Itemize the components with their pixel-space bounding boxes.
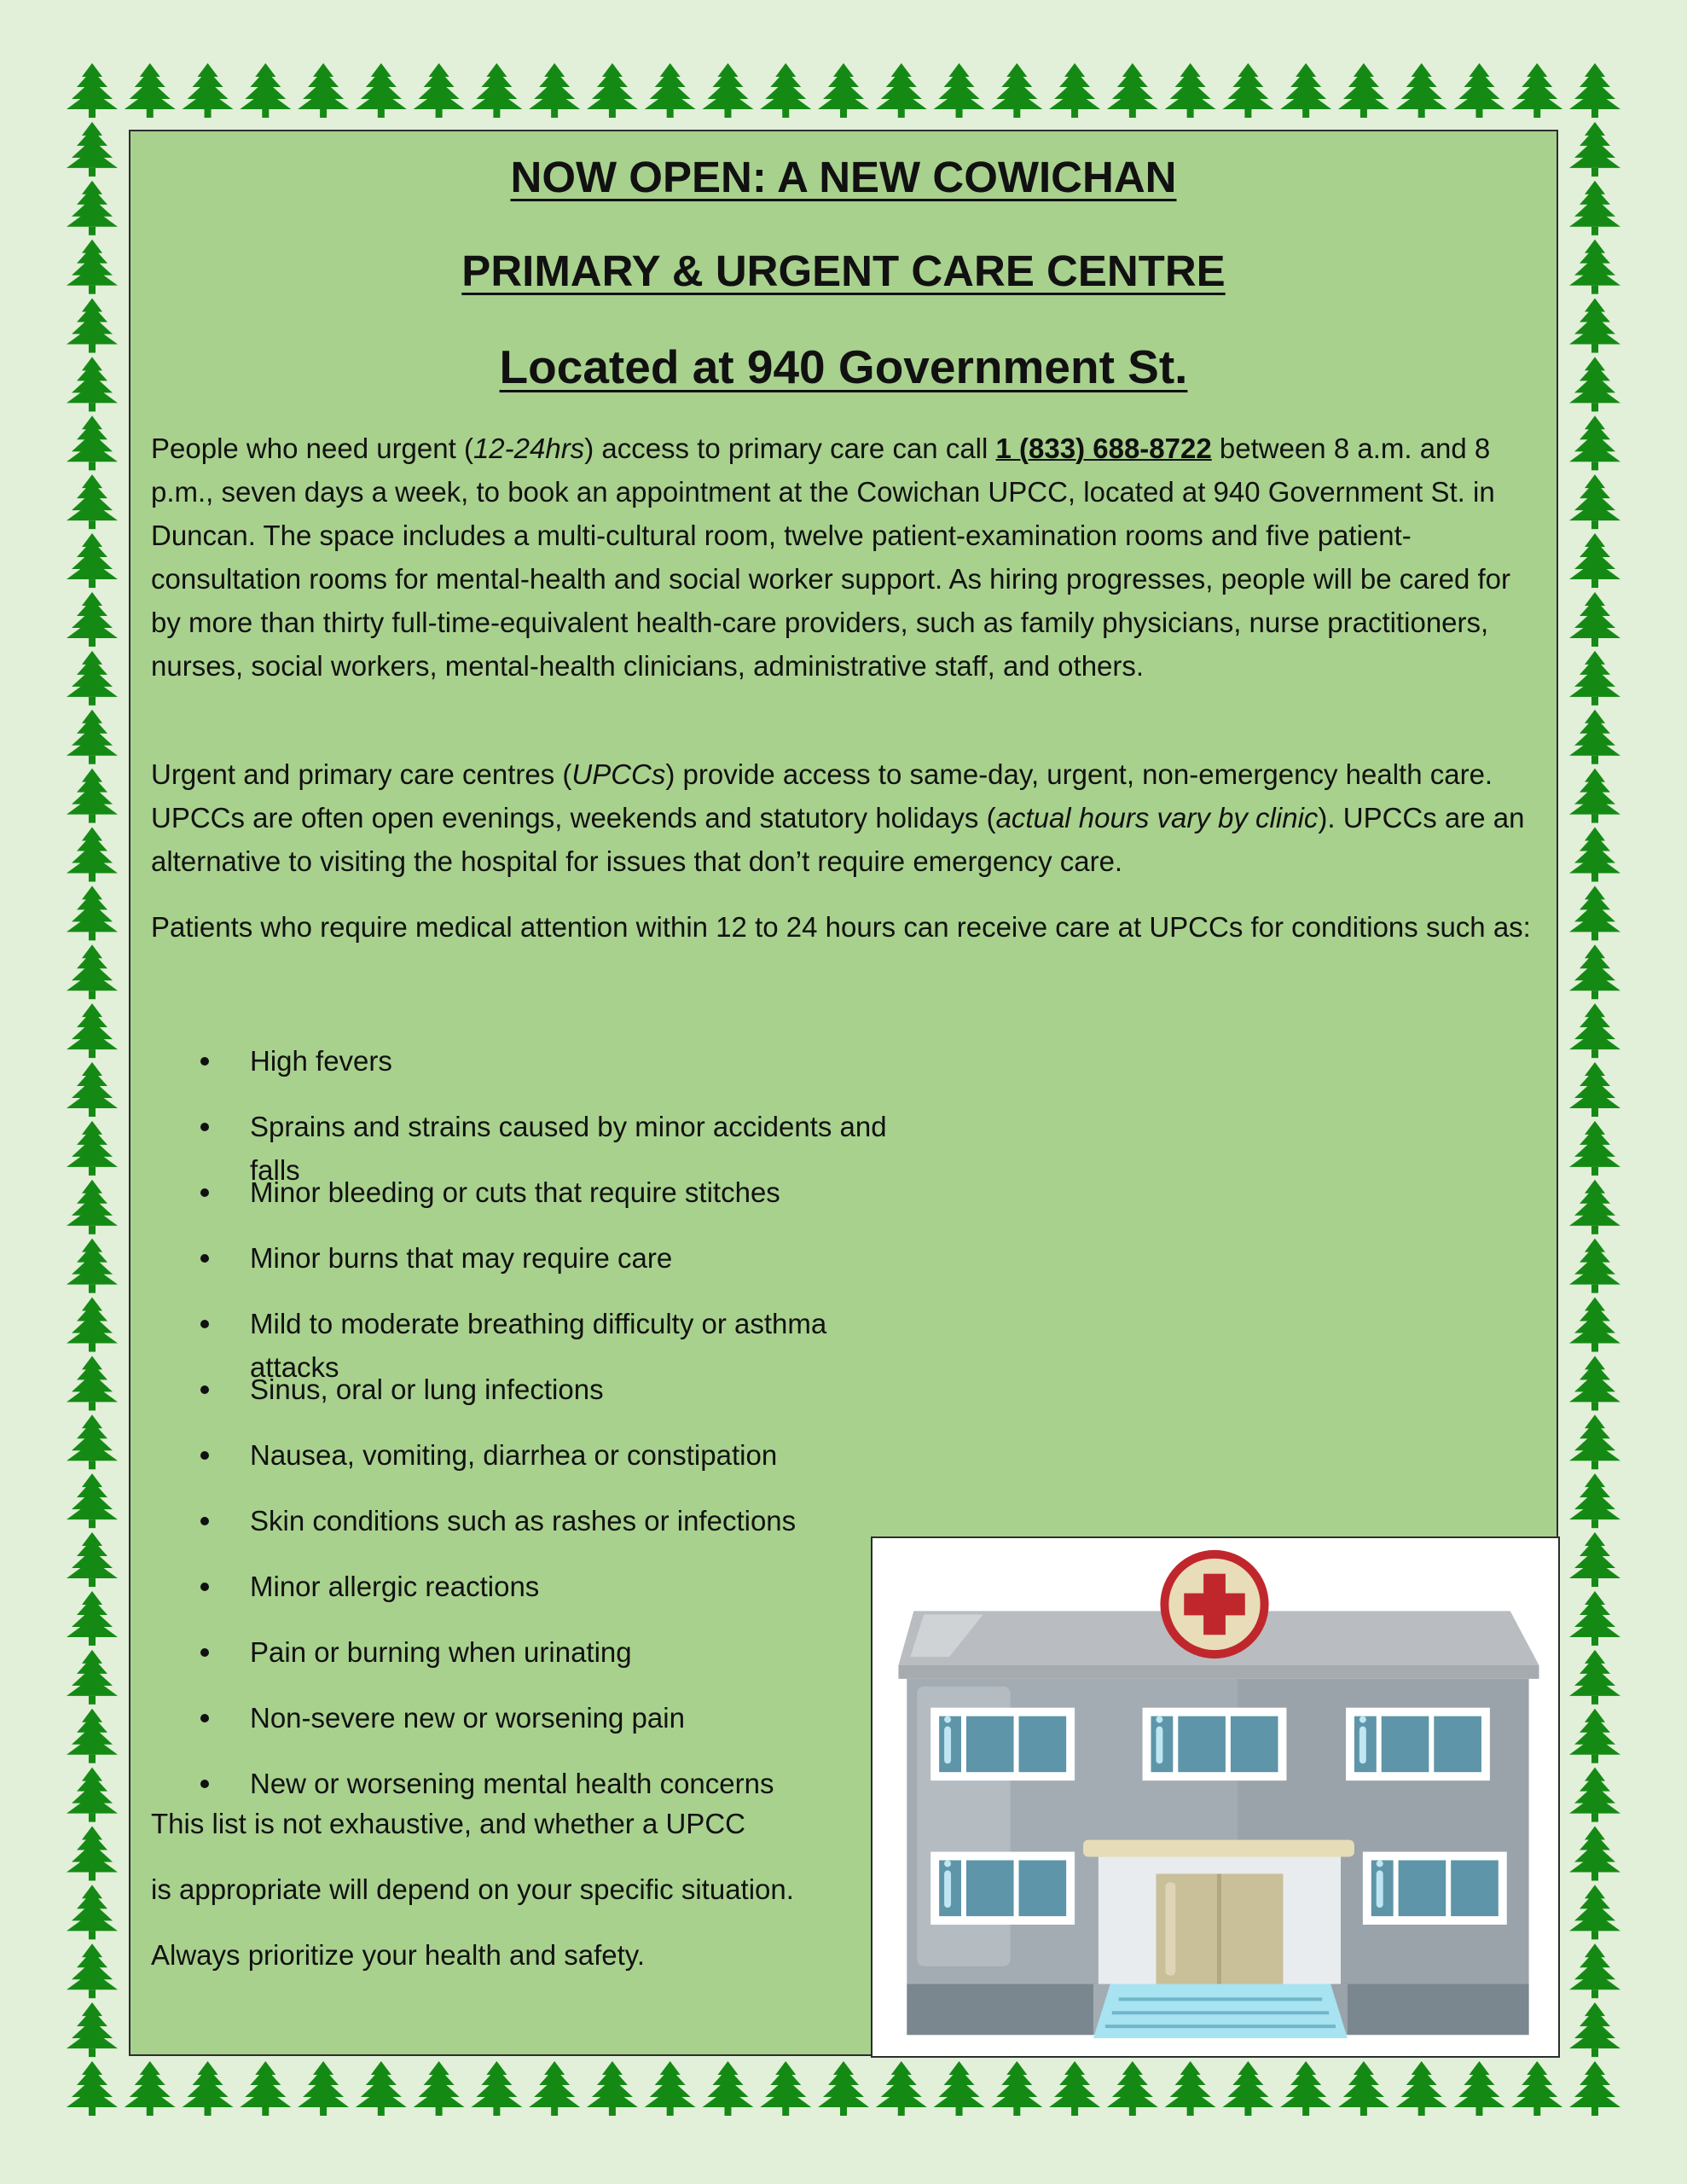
- tree-icon: [67, 415, 118, 470]
- tree-icon: [760, 63, 811, 118]
- about-text-2: ) provide access to same-day, urgent, non-emergency health care. UPCCs are often open evenings, weekends and statutory holidays (: [151, 758, 1493, 834]
- tree-icon: [934, 63, 985, 118]
- tree-icon: [67, 1532, 118, 1587]
- tree-icon: [1569, 415, 1620, 470]
- tree-icon: [1569, 1180, 1620, 1234]
- tree-icon: [1569, 1239, 1620, 1293]
- tree-icon: [67, 1826, 118, 1880]
- tree-icon: [1569, 1298, 1620, 1352]
- list-item: [151, 1433, 919, 1499]
- tree-icon: [1569, 2002, 1620, 2057]
- flyer-panel: [129, 130, 1558, 2056]
- hospital-building-icon: [872, 1538, 1558, 2056]
- headline-care-centre: PRIMARY & URGENT CARE CENTRE: [461, 247, 1226, 295]
- tree-icon: [1569, 1943, 1620, 1998]
- tree-icon: [67, 1180, 118, 1234]
- hours-vary-note: actual hours vary by clinic: [995, 802, 1319, 834]
- list-item: [151, 1236, 919, 1302]
- tree-icon: [67, 533, 118, 588]
- conditions-list: [151, 1039, 919, 1827]
- tree-icon: [67, 1591, 118, 1646]
- condition-text: Pain or burning when urinating: [250, 1636, 632, 1668]
- tree-icon: [67, 1239, 118, 1293]
- tree-icon: [645, 2061, 696, 2116]
- tree-icon: [183, 2061, 234, 2116]
- tree-icon: [1165, 2061, 1216, 2116]
- tree-icon: [1569, 533, 1620, 588]
- tree-icon: [702, 63, 753, 118]
- tree-icon: [67, 886, 118, 940]
- tree-icon: [67, 1768, 118, 1822]
- list-item: [151, 1499, 919, 1565]
- intro-text-1: People who need urgent (: [151, 433, 473, 464]
- tree-icon: [529, 2061, 580, 2116]
- tree-icon: [1569, 886, 1620, 940]
- tree-icon: [1280, 2061, 1331, 2116]
- tree-icon: [67, 1473, 118, 1528]
- about-text-1: Urgent and primary care centres (: [151, 758, 572, 790]
- tree-icon: [67, 2061, 118, 2116]
- tree-icon: [1569, 1532, 1620, 1587]
- bullet-icon: [200, 1188, 209, 1197]
- tree-icon: [1569, 1121, 1620, 1176]
- condition-text: Minor bleeding or cuts that require stitches: [250, 1176, 780, 1208]
- closing-line-2: is appropriate will depend on your specific situation.: [151, 1873, 794, 1905]
- tree-icon: [760, 2061, 811, 2116]
- intro-text-3: between 8 a.m. and 8 p.m., seven days a week, to book an appointment at the Cowichan UPCC, located at 940 Government St. in Duncan. The space includes a multi-cultural room, twelve patient-examination rooms and five patient-consultation rooms for mental-health and social worker support. As hiring progresses, people will be cared for by more than thirty full-time-equivalent health-care providers, such as family physicians, nurse practitioners, nurses, social workers, mental-health clinicians, administrative staff, and others.: [151, 433, 1510, 682]
- about-text-3: ). UPCCs are an alternative to visiting the hospital for issues that don’t require emergency care.: [151, 802, 1525, 877]
- tree-icon: [67, 651, 118, 706]
- list-item: [151, 1170, 919, 1236]
- condition-text: High fevers: [250, 1045, 392, 1077]
- tree-icon: [414, 63, 465, 118]
- condition-text: Sprains and strains caused by minor accidents and falls: [250, 1111, 887, 1186]
- tree-icon: [67, 1885, 118, 1939]
- bullet-icon: [200, 1648, 209, 1657]
- tree-icon: [1396, 2061, 1447, 2116]
- tree-icon: [934, 2061, 985, 2116]
- tree-icon: [67, 357, 118, 411]
- tree-icon: [298, 2061, 349, 2116]
- tree-icon: [471, 2061, 522, 2116]
- condition-text: Sinus, oral or lung infections: [250, 1374, 604, 1405]
- tree-icon: [1107, 63, 1158, 118]
- tree-icon: [1049, 63, 1100, 118]
- tree-icon: [1107, 2061, 1158, 2116]
- tree-icon: [1453, 2061, 1504, 2116]
- tree-icon: [587, 2061, 638, 2116]
- tree-icon: [1453, 63, 1504, 118]
- tree-icon: [67, 769, 118, 823]
- closing-line-1: This list is not exhaustive, and whether a UPCC: [151, 1808, 745, 1839]
- tree-icon: [67, 1709, 118, 1763]
- tree-icon: [876, 63, 927, 118]
- condition-text: Nausea, vomiting, diarrhea or constipation: [250, 1439, 778, 1471]
- tree-icon: [991, 63, 1042, 118]
- tree-icon: [240, 63, 291, 118]
- tree-icon: [1569, 651, 1620, 706]
- tree-icon: [1569, 944, 1620, 999]
- condition-text: New or worsening mental health concerns: [250, 1768, 774, 1799]
- tree-icon: [67, 1943, 118, 1998]
- bullet-icon: [200, 1385, 209, 1394]
- tree-icon: [1569, 769, 1620, 823]
- list-item: [151, 1696, 919, 1762]
- tree-icon: [67, 710, 118, 764]
- tree-icon: [1569, 474, 1620, 529]
- tree-icon: [356, 2061, 407, 2116]
- tree-icon: [67, 2002, 118, 2057]
- tree-icon: [1569, 357, 1620, 411]
- tree-icon: [1280, 63, 1331, 118]
- tree-icon: [1569, 1826, 1620, 1880]
- tree-icon: [1569, 1062, 1620, 1117]
- tree-icon: [1222, 2061, 1273, 2116]
- tree-icon: [1165, 63, 1216, 118]
- list-item: [151, 1302, 919, 1383]
- bullet-icon: [200, 1451, 209, 1460]
- tree-icon: [67, 1298, 118, 1352]
- tree-icon: [529, 63, 580, 118]
- tree-icon: [67, 1003, 118, 1058]
- bullet-icon: [200, 1780, 209, 1788]
- bullet-icon: [200, 1254, 209, 1263]
- tree-icon: [702, 2061, 753, 2116]
- tree-icon: [1511, 63, 1562, 118]
- bullet-icon: [200, 1517, 209, 1525]
- tree-icon: [645, 63, 696, 118]
- tree-icon: [240, 2061, 291, 2116]
- tree-icon: [876, 2061, 927, 2116]
- tree-icon: [125, 2061, 176, 2116]
- list-item: [151, 1368, 919, 1433]
- bullet-icon: [200, 1057, 209, 1066]
- closing-line-3: Always prioritize your health and safety.: [151, 1939, 645, 1971]
- tree-icon: [67, 240, 118, 294]
- tree-icon: [67, 299, 118, 353]
- tree-icon: [67, 944, 118, 999]
- tree-icon: [1569, 1709, 1620, 1763]
- tree-icon: [67, 63, 118, 118]
- tree-icon: [356, 63, 407, 118]
- tree-icon: [183, 63, 234, 118]
- tree-icon: [1569, 1356, 1620, 1410]
- tree-icon: [818, 63, 869, 118]
- tree-icon: [298, 63, 349, 118]
- tree-icon: [1569, 240, 1620, 294]
- about-upcc-paragraph: [151, 752, 1541, 883]
- tree-icon: [1569, 181, 1620, 235]
- tree-icon: [67, 1062, 118, 1117]
- tree-icon: [67, 1121, 118, 1176]
- tree-icon: [67, 1650, 118, 1705]
- tree-icon: [1569, 2061, 1620, 2116]
- tree-icon: [1569, 122, 1620, 177]
- tree-icon: [1396, 63, 1447, 118]
- tree-icon: [1569, 63, 1620, 118]
- condition-text: Minor allergic reactions: [250, 1571, 540, 1602]
- tree-icon: [1569, 710, 1620, 764]
- condition-text: Skin conditions such as rashes or infections: [250, 1505, 797, 1536]
- tree-icon: [1569, 1885, 1620, 1939]
- tree-icon: [67, 1356, 118, 1410]
- tree-icon: [125, 63, 176, 118]
- tree-icon: [471, 63, 522, 118]
- list-item: [151, 1039, 919, 1105]
- tree-icon: [1569, 299, 1620, 353]
- list-item: [151, 1565, 919, 1630]
- tree-icon: [1569, 1768, 1620, 1822]
- tree-icon: [67, 592, 118, 647]
- tree-icon: [1338, 63, 1389, 118]
- tree-icon: [1511, 2061, 1562, 2116]
- headline-now-open: NOW OPEN: A NEW COWICHAN: [510, 153, 1177, 201]
- tree-icon: [67, 474, 118, 529]
- tree-icon: [587, 63, 638, 118]
- tree-icon: [67, 122, 118, 177]
- tree-icon: [1569, 1003, 1620, 1058]
- tree-icon: [1569, 1473, 1620, 1528]
- tree-icon: [818, 2061, 869, 2116]
- intro-paragraph: [151, 427, 1541, 688]
- conditions-intro: Patients who require medical attention within 12 to 24 hours can receive care at UPCCs for conditions such as:: [151, 911, 1531, 943]
- tree-icon: [1569, 1650, 1620, 1705]
- tree-icon: [1569, 592, 1620, 647]
- tree-icon: [1569, 827, 1620, 881]
- tree-icon: [1569, 1414, 1620, 1469]
- intro-text-2: ) access to primary care can call: [584, 433, 996, 464]
- list-item: [151, 1630, 919, 1696]
- tree-icon: [991, 2061, 1042, 2116]
- tree-icon: [1222, 63, 1273, 118]
- bullet-icon: [200, 1714, 209, 1722]
- condition-text: Mild to moderate breathing difficulty or asthma attacks: [250, 1308, 827, 1383]
- list-item: [151, 1105, 919, 1186]
- condition-text: Minor burns that may require care: [250, 1242, 673, 1274]
- tree-icon: [67, 827, 118, 881]
- hours-note: 12-24hrs: [472, 433, 585, 464]
- tree-icon: [1569, 1591, 1620, 1646]
- tree-icon: [1338, 2061, 1389, 2116]
- headline-location: Located at 940 Government St.: [499, 340, 1188, 393]
- bullet-icon: [200, 1583, 209, 1591]
- tree-icon: [67, 1414, 118, 1469]
- upcc-abbrev: UPCCs: [571, 758, 666, 790]
- bullet-icon: [200, 1320, 209, 1328]
- tree-icon: [1049, 2061, 1100, 2116]
- bullet-icon: [200, 1123, 209, 1131]
- tree-icon: [414, 2061, 465, 2116]
- hospital-illustration: [871, 1536, 1560, 2058]
- tree-icon: [67, 181, 118, 235]
- phone-number-link[interactable]: 1 (833) 688-8722: [995, 433, 1212, 464]
- condition-text: Non-severe new or worsening pain: [250, 1702, 685, 1734]
